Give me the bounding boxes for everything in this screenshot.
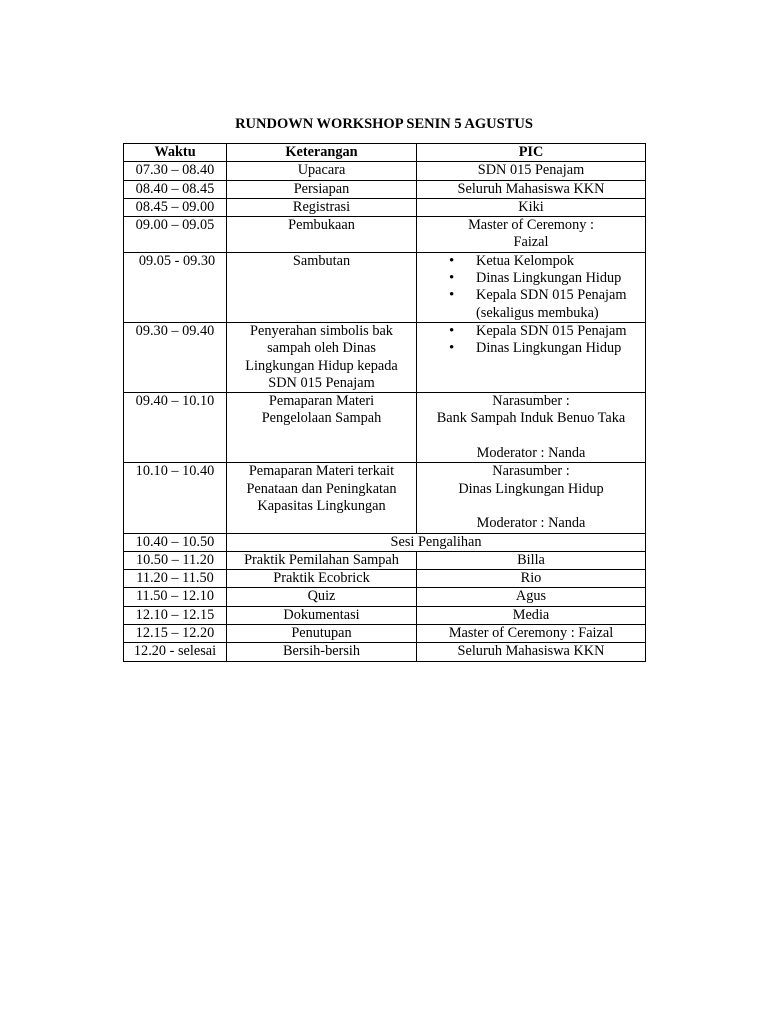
pic-bullet-item: • Dinas Lingkungan Hidup	[423, 340, 639, 357]
cell-keterangan: Quiz	[227, 588, 417, 606]
table-row	[124, 198, 646, 216]
blank-line	[423, 428, 639, 445]
moderator: Moderator : Nanda	[476, 445, 586, 462]
cell-pic	[417, 217, 646, 253]
cell-keterangan: Penutupan	[227, 625, 417, 643]
cell-keterangan: Praktik Pemilahan Sampah	[227, 551, 417, 569]
cell-waktu: 12.10 – 12.15	[124, 606, 227, 624]
table-row	[124, 393, 646, 463]
rundown-table	[123, 143, 646, 662]
keterangan-line: Pemaparan Materi	[268, 393, 375, 410]
moderator: Moderator : Nanda	[476, 515, 586, 532]
cell-waktu: 12.15 – 12.20	[124, 625, 227, 643]
pic-bullet-item: • Kepala SDN 015 Penajam	[423, 323, 639, 340]
cell-pic: SDN 015 Penajam	[417, 162, 646, 180]
blank-line	[423, 498, 639, 515]
cell-keterangan: Upacara	[227, 162, 417, 180]
cell-waktu: 10.50 – 11.20	[124, 551, 227, 569]
cell-waktu: 11.20 – 11.50	[124, 570, 227, 588]
table-header-row	[124, 144, 646, 162]
cell-keterangan: Persiapan	[227, 180, 417, 198]
cell-pic: Seluruh Mahasiswa KKN	[417, 643, 646, 661]
cell-waktu: 09.05 - 09.30	[124, 252, 227, 322]
cell-keterangan: Praktik Ecobrick	[227, 570, 417, 588]
cell-waktu: 08.45 – 09.00	[124, 198, 227, 216]
cell-waktu: 07.30 – 08.40	[124, 162, 227, 180]
pic-bullet-item: • Dinas Lingkungan Hidup	[423, 270, 639, 287]
pic-line: Master of Ceremony :	[468, 217, 594, 234]
table-row	[124, 625, 646, 643]
table-row	[124, 551, 646, 569]
cell-pic	[417, 393, 646, 463]
table-row	[124, 463, 646, 533]
keterangan-line: Pengelolaan Sampah	[261, 410, 382, 427]
cell-pic	[417, 252, 646, 322]
table-row	[124, 606, 646, 624]
cell-pic: Kiki	[417, 198, 646, 216]
cell-pic: Billa	[417, 551, 646, 569]
table-row	[124, 252, 646, 322]
table-row	[124, 180, 646, 198]
pic-line: Faizal	[513, 234, 549, 251]
cell-waktu: 09.30 – 09.40	[124, 322, 227, 392]
table-row	[124, 162, 646, 180]
pic-bullet-item: • Ketua Kelompok	[423, 253, 639, 270]
pic-bullet-list	[423, 323, 639, 358]
header-pic: PIC	[417, 144, 646, 162]
cell-pic	[417, 322, 646, 392]
cell-pic: Media	[417, 606, 646, 624]
cell-keterangan: Pemaparan Materi terkait Penataan dan Peningkatan Kapasitas Lingkungan	[227, 463, 417, 533]
cell-waktu: 10.40 – 10.50	[124, 533, 227, 551]
cell-keterangan: Penyerahan simbolis bak sampah oleh Dinas Lingkungan Hidup kepada SDN 015 Penajam	[227, 322, 417, 392]
cell-keterangan	[227, 393, 417, 463]
table-row	[124, 217, 646, 253]
cell-keterangan: Dokumentasi	[227, 606, 417, 624]
cell-pic: Rio	[417, 570, 646, 588]
cell-pic: Agus	[417, 588, 646, 606]
narasumber-name: Dinas Lingkungan Hidup	[458, 480, 604, 497]
cell-waktu: 12.20 - selesai	[124, 643, 227, 661]
narasumber-label: Narasumber :	[492, 393, 570, 410]
narasumber-name: Bank Sampah Induk Benuo Taka	[436, 410, 626, 427]
cell-keterangan: Pembukaan	[227, 217, 417, 253]
cell-keterangan: Sambutan	[227, 252, 417, 322]
cell-waktu: 11.50 – 12.10	[124, 588, 227, 606]
cell-waktu: 09.00 – 09.05	[124, 217, 227, 253]
pic-bullet-item: • Kepala SDN 015 Penajam (sekaligus membuka)	[423, 287, 639, 322]
cell-pic: Master of Ceremony : Faizal	[417, 625, 646, 643]
cell-waktu: 09.40 – 10.10	[124, 393, 227, 463]
cell-keterangan: Registrasi	[227, 198, 417, 216]
cell-pic	[417, 463, 646, 533]
page-title: RUNDOWN WORKSHOP SENIN 5 AGUSTUS	[235, 116, 533, 132]
cell-waktu: 08.40 – 08.45	[124, 180, 227, 198]
table-row	[124, 643, 646, 661]
table-row	[124, 322, 646, 392]
cell-waktu: 10.10 – 10.40	[124, 463, 227, 533]
header-waktu: Waktu	[124, 144, 227, 162]
header-keterangan: Keterangan	[227, 144, 417, 162]
narasumber-label: Narasumber :	[492, 463, 570, 480]
cell-pic: Seluruh Mahasiswa KKN	[417, 180, 646, 198]
cell-merged: Sesi Pengalihan	[227, 533, 646, 551]
cell-keterangan: Bersih-bersih	[227, 643, 417, 661]
pic-bullet-list	[423, 253, 639, 322]
table-row	[124, 570, 646, 588]
table-row	[124, 533, 646, 551]
table-row	[124, 588, 646, 606]
